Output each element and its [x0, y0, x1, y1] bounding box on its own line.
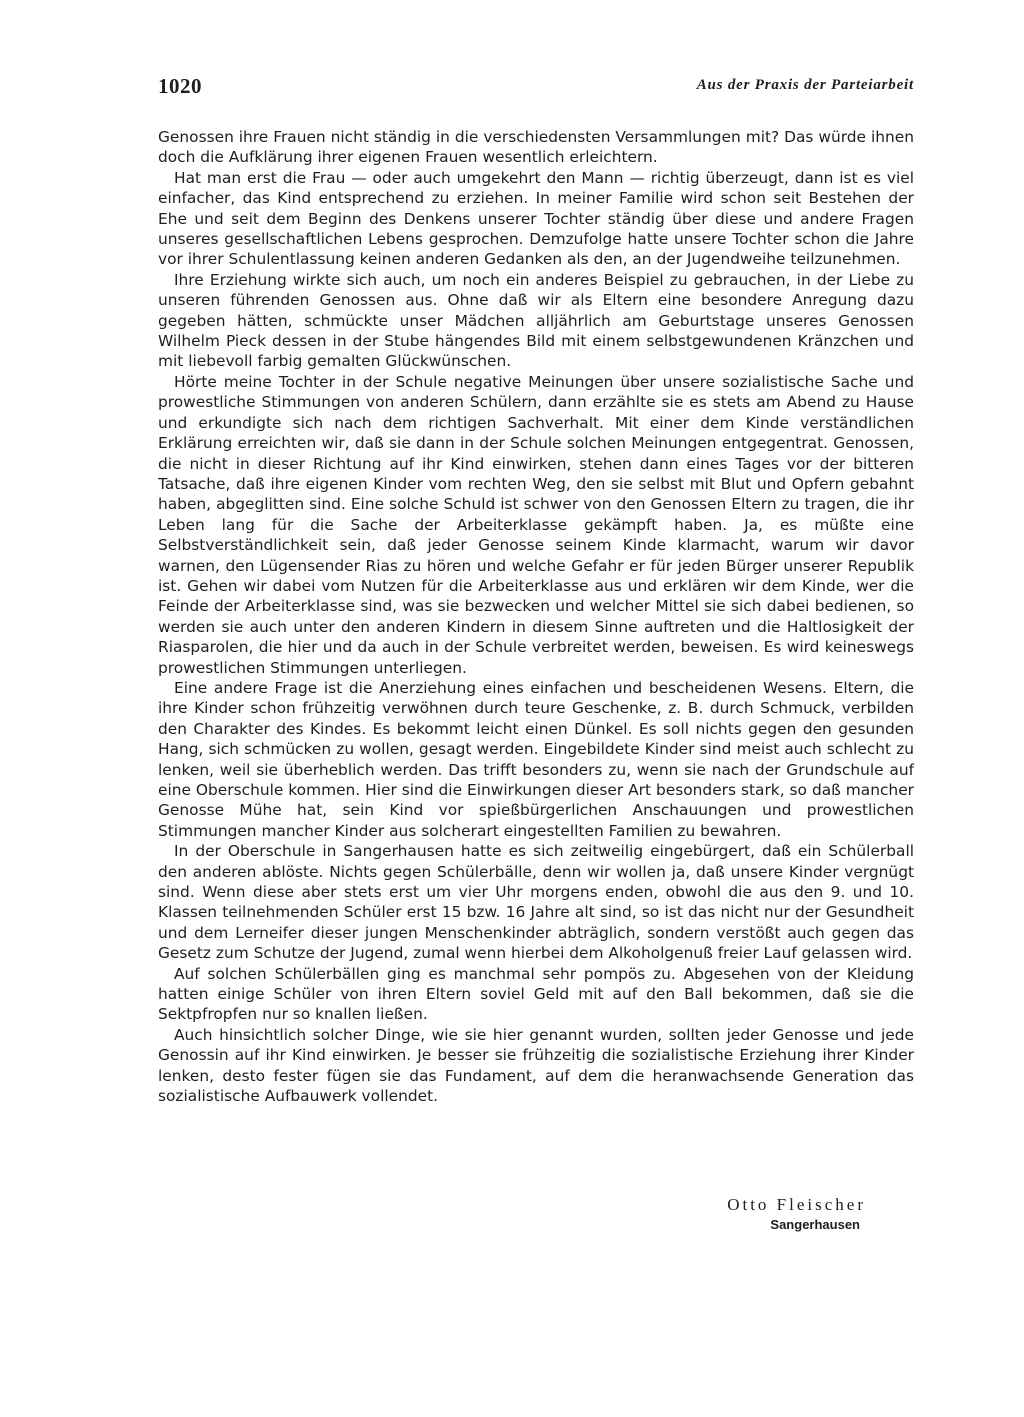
- author-location: Sangerhausen: [770, 1217, 860, 1232]
- paragraph: Auf solchen Schülerbällen ging es manchmal sehr pompös zu. Abgesehen von der Kleidung hatten einige Schüler von ihren Eltern soviel Geld mit auf den Ball bekommen, daß sie die Sektpfropfen nur so knallen ließen.: [158, 964, 914, 1024]
- page-number: 1020: [158, 74, 202, 98]
- paragraph: Hat man erst die Frau — oder auch umgekehrt den Mann — richtig überzeugt, dann ist es viel einfacher, das Kind entsprechend zu erziehen. In meiner Familie wird schon seit Bestehen der Ehe und seit dem Beginn des Denkens unserer Tochter ständig über diese und andere Fragen unseres gesellschaftlichen Lebens gesprochen. Demzufolge hatte unsere Tochter schon die Jahre vor ihrer Schulentlassung keinen anderen Gedanken als den, an der Jugendweihe teilzunehmen.: [158, 168, 914, 269]
- paragraph: Ihre Erziehung wirkte sich auch, um noch ein anderes Beispiel zu gebrauchen, in der Liebe zu unseren führenden Genossen aus. Ohne daß wir als Eltern eine besondere Anregung dazu gegeben hätten, schmückte unser Mädchen alljährlich am Geburtstage unseres Genossen Wilhelm Pieck dessen in der Stube hängendes Bild mit einem selbstgewundenen Kränzchen und mit liebevoll farbig gemalten Glückwünschen.: [158, 270, 914, 371]
- paragraph: Eine andere Frage ist die Anerziehung eines einfachen und bescheidenen Wesens. Eltern, die ihre Kinder schon frühzeitig verwöhnen durch teure Geschenke, z. B. durch Schmuck, verbilden den Charakter des Kindes. Es bekommt leicht einen Dünkel. Es soll nichts gegen den gesunden Hang, sich schmücken zu wollen, gesagt werden. Eingebildete Kinder sind meist auch schlecht zu lenken, weil sie überheblich werden. Das trifft besonders zu, wenn sie nach der Grundschule auf eine Oberschule kommen. Hier sind die Einwirkungen dieser Art besonders stark, so daß mancher Genosse Mühe hat, sein Kind vor spießbürgerlichen Anschauungen und prowestlichen Stimmungen mancher Kinder aus solcherart eingestellten Familien zu bewahren.: [158, 678, 914, 840]
- signature-block: [727, 1194, 866, 1234]
- paragraph: Genossen ihre Frauen nicht ständig in die verschiedensten Versammlungen mit? Das würde ihnen doch die Aufklärung ihrer eigenen Frauen wesentlich erleichtern.: [158, 128, 914, 167]
- paragraph: In der Oberschule in Sangerhausen hatte es sich zeitweilig eingebürgert, daß ein Schülerball den anderen ablöste. Nichts gegen Schülerbälle, denn wir wollen ja, daß unsere Kinder vergnügt sind. Wenn diese aber stets erst um vier Uhr morgens enden, obwohl die aus den 9. und 10. Klassen teilnehmenden Schüler erst 15 bzw. 16 Jahre alt sind, so ist das nicht nur der Gesundheit und dem Lerneifer dieser jungen Menschenkinder abträglich, sondern verstößt auch gegen das Gesetz zum Schutze der Jugend, zumal wenn hierbei dem Alkoholgenuß freier Lauf gelassen wird.: [158, 842, 914, 963]
- page-header: [158, 74, 914, 102]
- running-head: Aus der Praxis der Parteiarbeit: [696, 77, 914, 93]
- article-body: [158, 127, 914, 1107]
- paragraph: Hörte meine Tochter in der Schule negative Meinungen über unsere sozialistische Sache und prowestliche Stimmungen von anderen Schülern, dann erzählte sie es stets am Abend zu Hause und erkundigte sich nach dem richtigen Sachverhalt. Mit einer dem Kinde verständlichen Erklärung erreichten wir, daß sie dann in der Schule solchen Meinungen entgegentrat. Genossen, die nicht in dieser Richtung auf ihr Kind einwirken, stehen dann eines Tages vor der bitteren Tatsache, daß ihre eigenen Kinder vom rechten Weg, den sie selbst mit Blut und Opfern gebahnt haben, abgeglitten sind. Eine solche Schuld ist schwer von den Genossen Eltern zu tragen, die ihr Leben lang für die Sache der Arbeiterklasse gekämpft haben. Ja, es müßte eine Selbstverständlichkeit sein, daß jeder Genosse seinem Kinde klarmacht, warum wir davor warnen, den Lügensender Rias zu hören und welche Gefahr er für jeden Bürger unserer Republik ist. Gehen wir dabei vom Nutzen für die Arbeiterklasse aus und erklären wir dem Kinde, wer die Feinde der Arbeiterklasse sind, was sie bezwecken und welcher Mittel sie sich dabei bedienen, so werden sie auch unter den anderen Kindern in diesem Sinne auftreten und die Haltlosigkeit der Riasparolen, die hier und da auch in der Schule verbreitet werden, beweisen. Es wird keineswegs prowestlichen Stimmungen unterliegen.: [158, 372, 914, 677]
- paragraph: Auch hinsichtlich solcher Dinge, wie sie hier genannt wurden, sollten jeder Genosse und jede Genossin auf ihr Kind einwirken. Je besser sie frühzeitig die sozialistische Erziehung ihrer Kinder lenken, desto fester fügen sie das Fundament, auf dem die heranwachsende Generation das sozialistische Aufbauwerk vollendet.: [158, 1025, 914, 1106]
- author-name: Otto Fleischer: [727, 1195, 866, 1214]
